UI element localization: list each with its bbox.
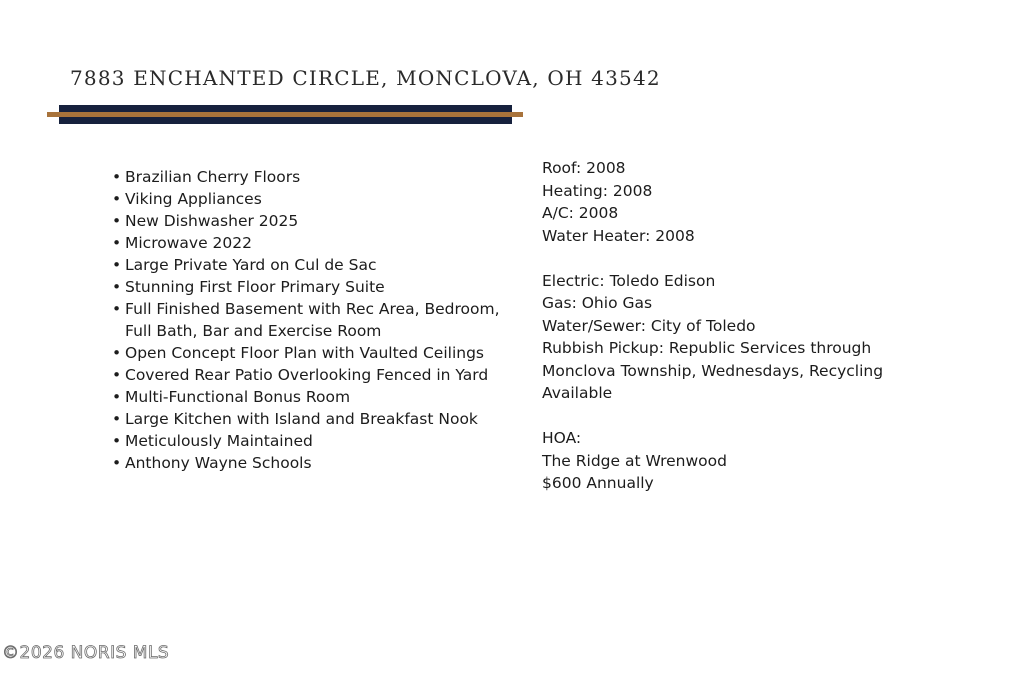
heating-info: Heating: 2008 xyxy=(542,181,653,200)
feature-item: • Covered Rear Patio Overlooking Fenced in Yard xyxy=(110,364,520,386)
electric-info: Electric: Toledo Edison xyxy=(542,271,716,290)
feature-item: • New Dishwasher 2025 xyxy=(110,210,520,232)
rubbish-info: Rubbish Pickup: Republic Services through Monclova Township, Wednesdays, Recycling Available xyxy=(542,339,884,402)
spacer xyxy=(542,247,922,270)
feature-item: • Brazilian Cherry Floors xyxy=(110,166,520,188)
features-list xyxy=(110,166,520,474)
feature-item: • Anthony Wayne Schools xyxy=(110,452,520,474)
feature-item: • Microwave 2022 xyxy=(110,232,520,254)
feature-item: • Meticulously Maintained xyxy=(110,430,520,452)
title-divider-gold xyxy=(47,112,523,117)
spacer xyxy=(542,405,922,428)
page-title: 7883 ENCHANTED CIRCLE, MONCLOVA, OH 43542 xyxy=(70,66,661,90)
feature-item: • Stunning First Floor Primary Suite xyxy=(110,276,520,298)
feature-item: • Full Finished Basement with Rec Area, Bedroom, Full Bath, Bar and Exercise Room xyxy=(110,298,520,342)
water-sewer-info: Water/Sewer: City of Toledo xyxy=(542,316,756,335)
feature-item: • Multi-Functional Bonus Room xyxy=(110,386,520,408)
feature-item: • Open Concept Floor Plan with Vaulted Ceilings xyxy=(110,342,520,364)
hoa-label: HOA: xyxy=(542,429,582,447)
feature-item: • Large Kitchen with Island and Breakfast Nook xyxy=(110,408,520,430)
ac-info: A/C: 2008 xyxy=(542,204,619,222)
feature-item: • Viking Appliances xyxy=(110,188,520,210)
feature-item: • Large Private Yard on Cul de Sac xyxy=(110,254,520,276)
roof-info: Roof: 2008 xyxy=(542,159,626,177)
gas-info: Gas: Ohio Gas xyxy=(542,294,653,312)
hoa-fee: $600 Annually xyxy=(542,474,654,492)
water-heater-info: Water Heater: 2008 xyxy=(542,226,695,245)
property-details xyxy=(542,157,922,495)
copyright-watermark: ©2026 NORIS MLS xyxy=(2,643,170,663)
hoa-name: The Ridge at Wrenwood xyxy=(542,451,727,470)
